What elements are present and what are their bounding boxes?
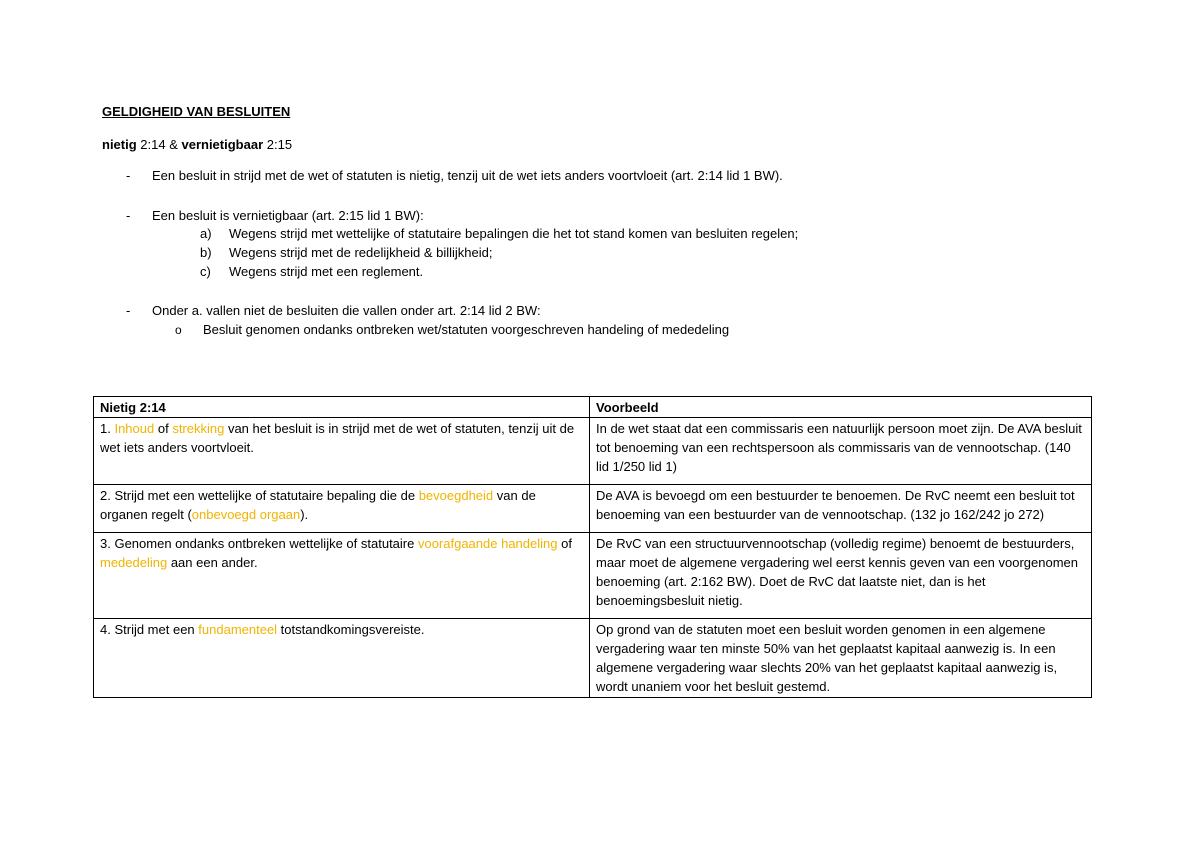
cell-text: aan een ander. xyxy=(167,555,258,570)
table-cell-example: De RvC van een structuurvennootschap (volledig regime) benoemt de bestuurders, maar moet de algemene vergadering wel eerst kennis geven van een voorgenomen benoeming (art. 2:162 BW). Doet de RvC dat laatste niet, dan is het benoemingsbesluit nietig. xyxy=(590,533,1092,619)
sub-bullet-text: Besluit genomen ondanks ontbreken wet/statuten voorgeschreven handeling of mededeling xyxy=(203,322,730,337)
subtitle xyxy=(102,137,292,152)
table-row xyxy=(94,619,1092,698)
bullet-dash: - xyxy=(126,208,131,223)
highlighted-term: voorafgaande handeling xyxy=(417,536,558,551)
cell-text: 2. Strijd met een wettelijke of statutaire bepaling die de xyxy=(100,488,419,503)
cell-text: totstandkomingsvereiste. xyxy=(277,622,425,637)
cell-text: of xyxy=(154,421,173,436)
table-cell-example: Op grond van de statuten moet een besluit worden genomen in een algemene vergadering waar ten minste 50% van het geplaatst kapitaal aanwezig is. In een algemene vergadering waar slechts 20% van het geplaatst kapitaal aanwezig is, wordt unaniem voor het besluit gestemd. xyxy=(590,619,1092,698)
header-cell-voorbeeld: Voorbeeld xyxy=(590,397,1092,418)
bullet-2-text: Een besluit is vernietigbaar (art. 2:15 lid 1 BW): xyxy=(152,208,424,223)
bullet-dash: - xyxy=(126,303,131,318)
subtitle-vernietigbaar: vernietigbaar xyxy=(181,137,264,152)
sub-item-text-b: Wegens strijd met de redelijkheid & billijkheid; xyxy=(229,245,493,260)
highlighted-term: onbevoegd orgaan xyxy=(191,507,301,522)
bullet-3-text: Onder a. vallen niet de besluiten die vallen onder art. 2:14 lid 2 BW: xyxy=(152,303,541,318)
nietig-table xyxy=(93,396,1092,698)
cell-text: ). xyxy=(300,507,309,522)
table-cell-ground xyxy=(94,533,590,619)
highlighted-term: fundamenteel xyxy=(198,622,278,637)
page-title: GELDIGHEID VAN BESLUITEN xyxy=(102,104,291,119)
cell-text: 1. xyxy=(100,421,115,436)
subtitle-vernietigbaar-art: 2:15 xyxy=(263,137,293,152)
table-row xyxy=(94,533,1092,619)
subtitle-nietig-art: 2:14 & xyxy=(136,137,182,152)
table-cell-ground xyxy=(94,619,590,698)
highlighted-term: strekking xyxy=(172,421,225,436)
table-cell-ground xyxy=(94,418,590,485)
table-cell-example: De AVA is bevoegd om een bestuurder te benoemen. De RvC neemt een besluit tot benoeming van een bestuurder van de vennootschap. (132 jo 162/242 jo 272) xyxy=(590,485,1092,533)
sub-item-text-a: Wegens strijd met wettelijke of statutaire bepalingen die het tot stand komen van besluiten regelen; xyxy=(229,226,799,241)
table-cell-ground xyxy=(94,485,590,533)
sub-bullet-marker: o xyxy=(175,323,182,337)
sub-item-marker-b: b) xyxy=(200,245,212,260)
bullet-1-text: Een besluit in strijd met de wet of statuten is nietig, tenzij uit de wet iets anders voortvloeit (art. 2:14 lid 1 BW). xyxy=(152,168,783,183)
table-row xyxy=(94,418,1092,485)
cell-text: 4. Strijd met een xyxy=(100,622,199,637)
table-cell-example: In de wet staat dat een commissaris een natuurlijk persoon moet zijn. De AVA besluit tot benoeming van een rechtspersoon als commissaris van de vennootschap. (140 lid 1/250 lid 1) xyxy=(590,418,1092,485)
sub-item-marker-a: a) xyxy=(200,226,212,241)
sub-item-marker-c: c) xyxy=(200,264,211,279)
table-header-row xyxy=(94,397,1092,418)
sub-item-text-c: Wegens strijd met een reglement. xyxy=(229,264,424,279)
highlighted-term: Inhoud xyxy=(114,421,155,436)
cell-text: van het besluit is in strijd met de wet of statuten, tenzij uit de wet iets anders voortvloeit. xyxy=(100,421,575,455)
cell-text: van de organen regelt ( xyxy=(100,488,536,522)
highlighted-term: mededeling xyxy=(100,555,168,570)
cell-text: of xyxy=(557,536,572,551)
table-row xyxy=(94,485,1092,533)
subtitle-nietig: nietig xyxy=(102,137,137,152)
header-cell-nietig: Nietig 2:14 xyxy=(94,397,590,418)
highlighted-term: bevoegdheid xyxy=(418,488,494,503)
bullet-dash: - xyxy=(126,168,131,183)
cell-text: 3. Genomen ondanks ontbreken wettelijke of statutaire xyxy=(100,536,418,551)
